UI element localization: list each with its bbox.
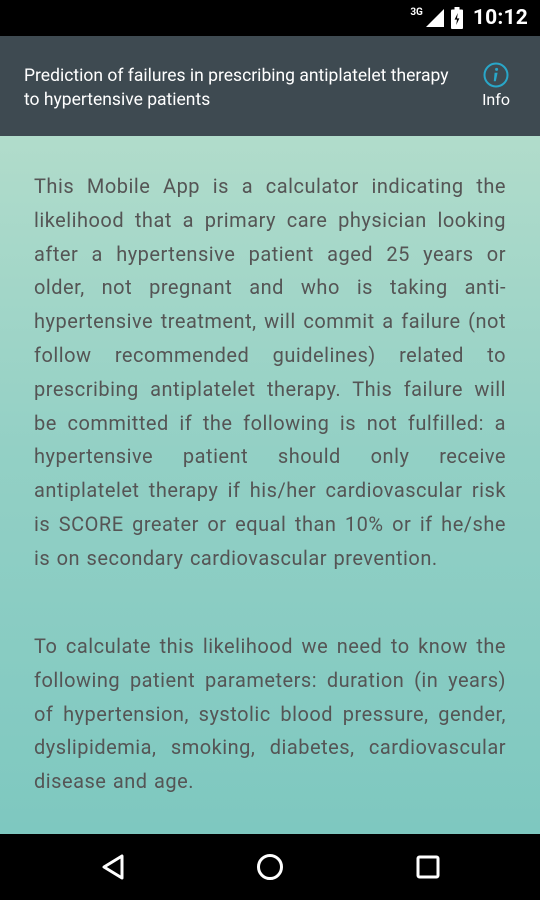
back-button[interactable]	[73, 834, 153, 900]
info-circle-icon	[483, 62, 509, 88]
info-label: Info	[482, 90, 510, 109]
description-paragraph-1: This Mobile App is a calculator indicating the likelihood that a primary care physician looking after a hypertensive patient aged 25 years or older, not pregnant and who is taking anti-hypertensive treatment, will commit a failure (not follow recommended guidelines) related to prescribing antiplatelet therapy. This failure will be committed if the following is not fulfilled: a hypertensive patient should only receive antiplatelet therapy if his/her cardiovascular risk is SCORE greater or equal than 10% or if he/she is on secondary cardiovascular prevention.	[34, 174, 506, 570]
back-triangle-icon	[100, 853, 126, 881]
app-title: Prediction of failures in prescribing antiplatelet therapy to hypertensive patients	[24, 66, 449, 110]
description-content[interactable]	[0, 136, 540, 834]
info-button[interactable]	[474, 62, 518, 112]
battery-icon	[451, 7, 463, 29]
description-paragraph-2: To calculate this likelihood we need to know the following patient parameters: duration (in years) of hypertension, systolic blood pressure, gender, dyslipidemia, smoking, diabetes, cardiovascular disease and age.	[34, 634, 506, 794]
clock: 10:12	[472, 6, 528, 30]
recents-square-icon	[415, 854, 441, 880]
home-button[interactable]	[230, 834, 310, 900]
recents-button[interactable]	[388, 834, 468, 900]
navigation-bar	[0, 834, 540, 900]
home-circle-icon	[255, 852, 285, 882]
status-bar	[0, 0, 540, 36]
status-icons	[410, 0, 528, 36]
app-bar	[0, 36, 540, 136]
network-type-label: 3G	[410, 6, 423, 18]
signal-icon	[425, 8, 445, 28]
